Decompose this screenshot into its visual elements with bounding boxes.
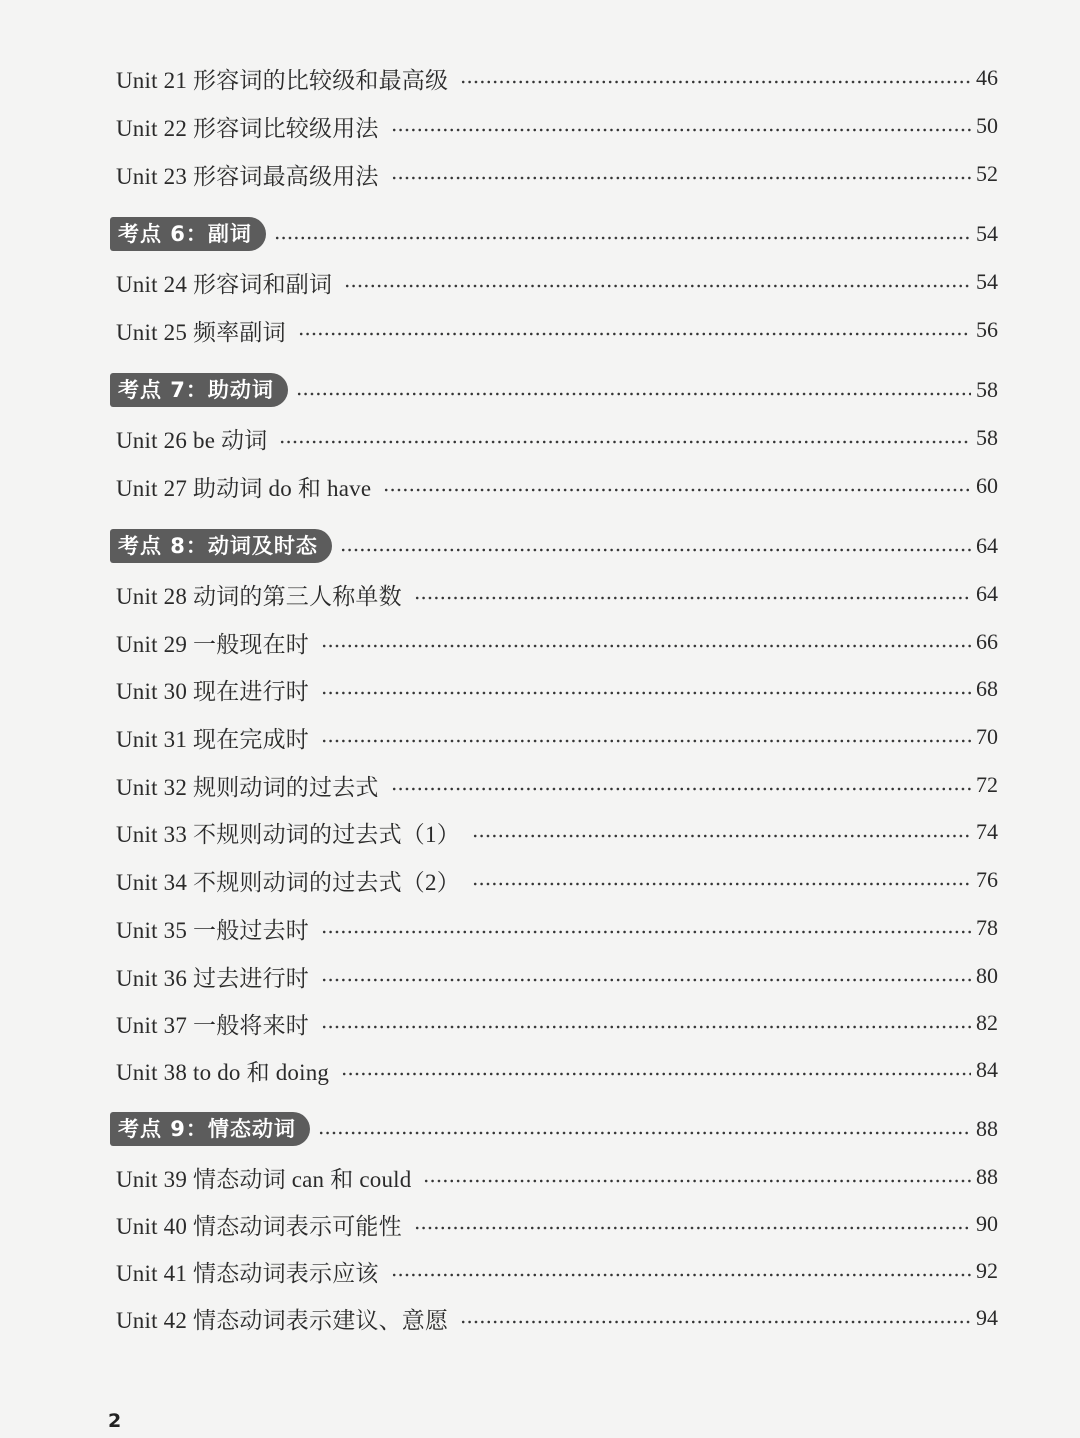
toc-entry-page: 82: [976, 1010, 998, 1035]
dot-leader: [321, 930, 971, 934]
toc-entry-title: Unit 36 过去进行时: [116, 965, 309, 991]
toc-entry-page: 78: [976, 915, 998, 940]
toc-entry-page: 54: [976, 221, 998, 246]
toc-entry-page: 84: [976, 1057, 998, 1082]
toc-entry-page: 54: [976, 269, 998, 294]
toc-entry-unit-30[interactable]: [116, 673, 998, 705]
toc-section-9[interactable]: [110, 1111, 998, 1147]
toc-entry-title: Unit 35 一般过去时: [116, 917, 309, 943]
dot-leader: [472, 834, 971, 838]
dot-leader: [321, 644, 971, 648]
toc-entry-title: Unit 39 情态动词 can 和 could: [116, 1166, 412, 1192]
toc-entry-title: Unit 23 形容词最高级用法: [116, 163, 379, 189]
toc-entry-page: 76: [976, 867, 998, 892]
dot-leader: [414, 596, 971, 600]
toc-entry-title: Unit 21 形容词的比较级和最高级: [116, 67, 449, 93]
dot-leader: [341, 1072, 971, 1076]
section-badge: 考点 8：动词及时态: [110, 529, 332, 563]
toc-entry-page: 66: [976, 629, 998, 654]
dot-leader: [298, 332, 971, 336]
toc-entry-unit-35[interactable]: [116, 912, 998, 944]
toc-entry-unit-33[interactable]: [116, 816, 998, 848]
toc-entry-page: 72: [976, 772, 998, 797]
toc-entry-title: Unit 41 情态动词表示应该: [116, 1260, 379, 1286]
toc-entry-page: 88: [976, 1164, 998, 1189]
dot-leader: [279, 440, 971, 444]
dot-leader: [391, 128, 971, 132]
toc-entry-page: 92: [976, 1258, 998, 1283]
toc-entry-unit-25[interactable]: [116, 314, 998, 346]
toc-entry-unit-38[interactable]: [116, 1054, 998, 1086]
toc-entry-page: 80: [976, 963, 998, 988]
toc-section-6[interactable]: [110, 216, 998, 252]
toc-entry-page: 52: [976, 161, 998, 186]
dot-leader: [460, 1320, 971, 1324]
toc-section-7[interactable]: [110, 372, 998, 408]
toc-entry-page: 94: [976, 1305, 998, 1330]
toc-entry-title: Unit 25 频率副词: [116, 319, 286, 345]
toc-entry-title: Unit 38 to do 和 doing: [116, 1059, 330, 1085]
toc-entry-title: Unit 22 形容词比较级用法: [116, 115, 379, 141]
toc-entry-page: 70: [976, 724, 998, 749]
dot-leader: [321, 691, 971, 695]
dot-leader: [274, 236, 971, 240]
toc-entry-unit-32[interactable]: [116, 769, 998, 801]
toc-entry-title: Unit 30 现在进行时: [116, 678, 309, 704]
toc-entry-page: 74: [976, 819, 998, 844]
toc-entry-page: 64: [976, 533, 998, 558]
toc-entry-title: Unit 37 一般将来时: [116, 1012, 309, 1038]
toc-entry-page: 88: [976, 1116, 998, 1141]
toc-entry-title: Unit 40 情态动词表示可能性: [116, 1213, 402, 1239]
dot-leader: [383, 488, 971, 492]
dot-leader: [423, 1179, 971, 1183]
toc-entry-title: Unit 27 助动词 do 和 have: [116, 475, 372, 501]
toc-entry-unit-22[interactable]: [116, 110, 998, 142]
page-number: 2: [108, 1410, 122, 1432]
toc-entry-unit-36[interactable]: [116, 960, 998, 992]
toc-entry-unit-39[interactable]: [116, 1161, 998, 1193]
toc-entry-unit-27[interactable]: [116, 470, 998, 502]
dot-leader: [391, 176, 971, 180]
toc-entry-unit-42[interactable]: [116, 1302, 998, 1334]
dot-leader: [344, 284, 971, 288]
section-badge: 考点 6：副词: [110, 217, 266, 251]
toc-entry-unit-31[interactable]: [116, 721, 998, 753]
toc-entry-unit-37[interactable]: [116, 1007, 998, 1039]
dot-leader: [296, 392, 971, 396]
toc-entry-title: Unit 31 现在完成时: [116, 726, 309, 752]
toc-entry-page: 64: [976, 581, 998, 606]
section-badge: 考点 9：情态动词: [110, 1112, 310, 1146]
section-badge: 考点 7：助动词: [110, 373, 288, 407]
toc-entry-page: 68: [976, 676, 998, 701]
dot-leader: [321, 1025, 971, 1029]
toc-entry-title: Unit 26 be 动词: [116, 427, 268, 453]
toc-entry-title: Unit 42 情态动词表示建议、意愿: [116, 1307, 449, 1333]
toc-entry-unit-23[interactable]: [116, 158, 998, 190]
dot-leader: [460, 80, 971, 84]
toc-entry-title: Unit 32 规则动词的过去式: [116, 774, 379, 800]
dot-leader: [321, 739, 971, 743]
toc-entry-title: Unit 29 一般现在时: [116, 631, 309, 657]
toc-entry-page: 58: [976, 425, 998, 450]
dot-leader: [321, 978, 971, 982]
toc-entry-unit-29[interactable]: [116, 626, 998, 658]
dot-leader: [340, 548, 971, 552]
toc-section-8[interactable]: [110, 528, 998, 564]
toc-entry-unit-24[interactable]: [116, 266, 998, 298]
toc-entry-unit-26[interactable]: [116, 422, 998, 454]
toc-entry-unit-34[interactable]: [116, 864, 998, 896]
toc-entry-title: Unit 34 不规则动词的过去式（2）: [116, 869, 460, 895]
toc-entry-title: Unit 33 不规则动词的过去式（1）: [116, 821, 460, 847]
toc-entry-page: 90: [976, 1211, 998, 1236]
toc-entry-page: 46: [976, 65, 998, 90]
toc-entry-page: 56: [976, 317, 998, 342]
dot-leader: [318, 1131, 971, 1135]
toc-entry-unit-21[interactable]: [116, 62, 998, 94]
toc-entry-title: Unit 28 动词的第三人称单数: [116, 583, 402, 609]
toc-entry-title: Unit 24 形容词和副词: [116, 271, 333, 297]
toc-entry-page: 50: [976, 113, 998, 138]
toc-entry-unit-40[interactable]: [116, 1208, 998, 1240]
toc-entry-unit-41[interactable]: [116, 1255, 998, 1287]
dot-leader: [391, 1273, 971, 1277]
dot-leader: [414, 1226, 971, 1230]
toc-entry-page: 58: [976, 377, 998, 402]
dot-leader: [391, 787, 971, 791]
toc-entry-page: 60: [976, 473, 998, 498]
toc-entry-unit-28[interactable]: [116, 578, 998, 610]
dot-leader: [472, 882, 971, 886]
